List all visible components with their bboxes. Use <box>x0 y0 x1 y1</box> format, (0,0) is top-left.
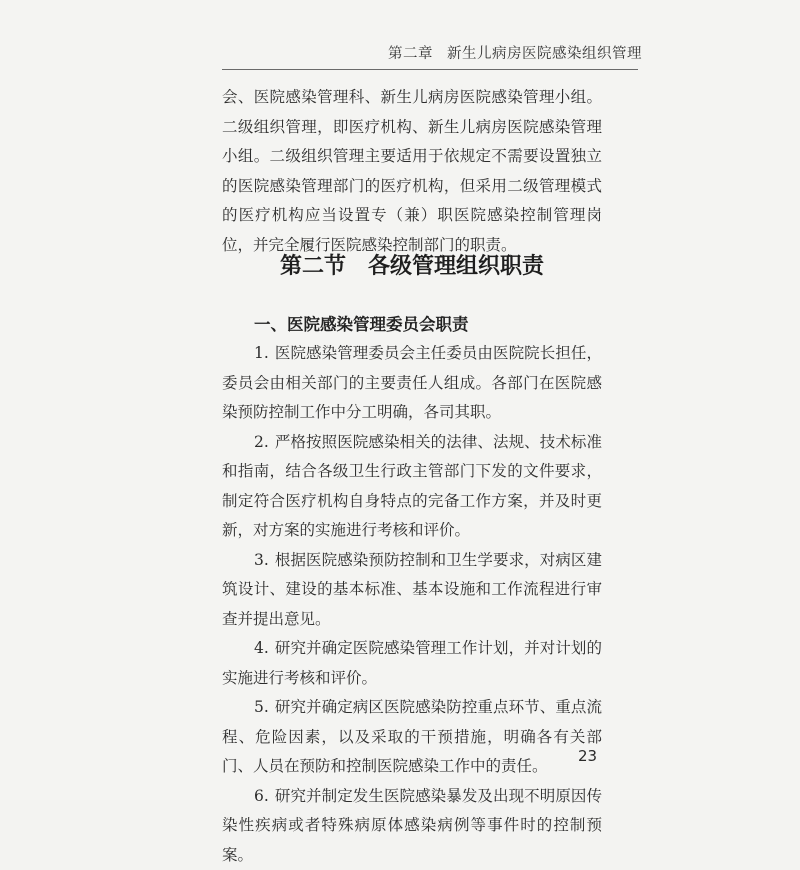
list-item <box>222 339 602 428</box>
duty-list <box>222 339 602 870</box>
section-title: 各级管理组织职责 <box>368 254 544 279</box>
item-text: 严格按照医院感染相关的法律、法规、技术标准和指南，结合各级卫生行政主管部门下发的文件要求，制定符合医疗机构自身特点的完备工作方案，并及时更新，对方案的实施进行考核和评价。 <box>222 433 602 540</box>
chapter-number: 第二章 <box>388 46 433 62</box>
item-number: 5. <box>254 698 269 716</box>
list-item <box>222 693 602 782</box>
subsection-heading: 一、医院感染管理委员会职责 <box>254 311 469 335</box>
item-number: 6. <box>254 787 269 805</box>
header-rule <box>222 69 638 70</box>
item-number: 2. <box>254 433 269 451</box>
list-item <box>222 428 602 546</box>
page-number: 23 <box>578 747 597 765</box>
item-number: 3. <box>254 551 269 569</box>
chapter-title: 新生儿病房医院感染组织管理 <box>447 46 642 62</box>
intro-paragraph: 会、医院感染管理科、新生儿病房医院感染管理小组。二级组织管理，即医疗机构、新生儿病房医院感染管理小组。二级组织管理主要适用于依规定不需要设置独立的医院感染管理部门的医疗机构，但采用二级管理模式的医疗机构应当设置专（兼）职医院感染控制管理岗位，并完全履行医院感染控制部门的职责。 <box>222 83 602 260</box>
list-item <box>222 634 602 693</box>
item-text: 研究并制定发生医院感染暴发及出现不明原因传染性疾病或者特殊病原体感染病例等事件时的控制预案。 <box>222 787 602 864</box>
section-number: 第二节 <box>280 254 346 279</box>
list-item <box>222 546 602 635</box>
item-text: 研究并确定医院感染管理工作计划，并对计划的实施进行考核和评价。 <box>222 639 602 687</box>
running-head <box>388 42 642 63</box>
list-item <box>222 782 602 870</box>
item-number: 1. <box>254 344 269 362</box>
item-text: 医院感染管理委员会主任委员由医院院长担任，委员会由相关部门的主要责任人组成。各部门在医院感染预防控制工作中分工明确，各司其职。 <box>222 344 602 421</box>
item-number: 4. <box>254 639 269 657</box>
item-text: 研究并确定病区医院感染防控重点环节、重点流程、危险因素，以及采取的干预措施，明确各有关部门、人员在预防和控制医院感染工作中的责任。 <box>222 698 602 775</box>
item-text: 根据医院感染预防控制和卫生学要求，对病区建筑设计、建设的基本标准、基本设施和工作流程进行审查并提出意见。 <box>222 551 602 628</box>
section-heading <box>222 249 602 280</box>
